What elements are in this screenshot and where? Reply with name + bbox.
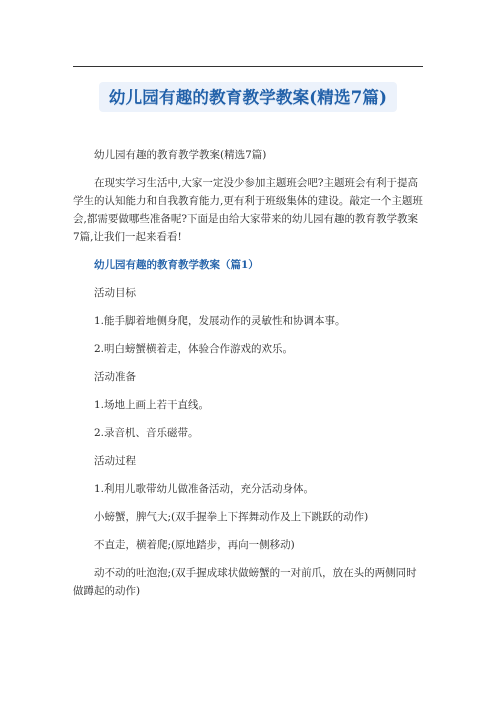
document-title: 幼儿园有趣的教育教学教案(精选7篇) [99,82,397,112]
body-paragraph: 活动目标 [94,287,136,299]
header-rule [73,66,423,67]
body-paragraph: 1.能手脚着地侧身爬，发展动作的灵敏性和协调本事。 [94,315,346,327]
body-paragraph: 动不动的吐泡泡;(双手握成球状做螃蟹的一对前爪，放在头的两侧同时做蹲起的动作) [73,567,417,597]
body-paragraph: 1.利用儿歌带幼儿做准备活动，充分活动身体。 [94,483,315,495]
intro-paragraph: 幼儿园有趣的教育教学教案(精选7篇) [94,149,267,161]
body-paragraph: 活动过程 [94,455,136,467]
intro-paragraph: 在现实学习生活中,大家一定没少参加主题班会吧?主题班会有利于提高学生的认知能力和自我教育能力,更有利于班级集体的建设。敲定一个主题班会,都需要做哪些准备呢?下面是由给大家带来的幼儿园有趣的教育教学教案7篇,让我们一起来看看! [73,177,423,243]
section-heading: 幼儿园有趣的教育教学教案（篇1） [94,259,259,271]
body-paragraph: 小螃蟹，脾气大;(双手握拳上下挥舞动作及上下跳跃的动作) [94,511,369,523]
body-paragraph: 1.场地上画上若干直线。 [94,399,210,411]
document-body [73,146,423,610]
title-container [0,82,496,112]
body-paragraph: 活动准备 [94,371,136,383]
body-paragraph: 2.明白螃蟹横着走，体验合作游戏的欢乐。 [94,343,294,355]
body-paragraph: 不直走，横着爬;(原地踏步，再向一侧移动) [94,539,295,551]
body-paragraph: 2.录音机、音乐磁带。 [94,427,199,439]
